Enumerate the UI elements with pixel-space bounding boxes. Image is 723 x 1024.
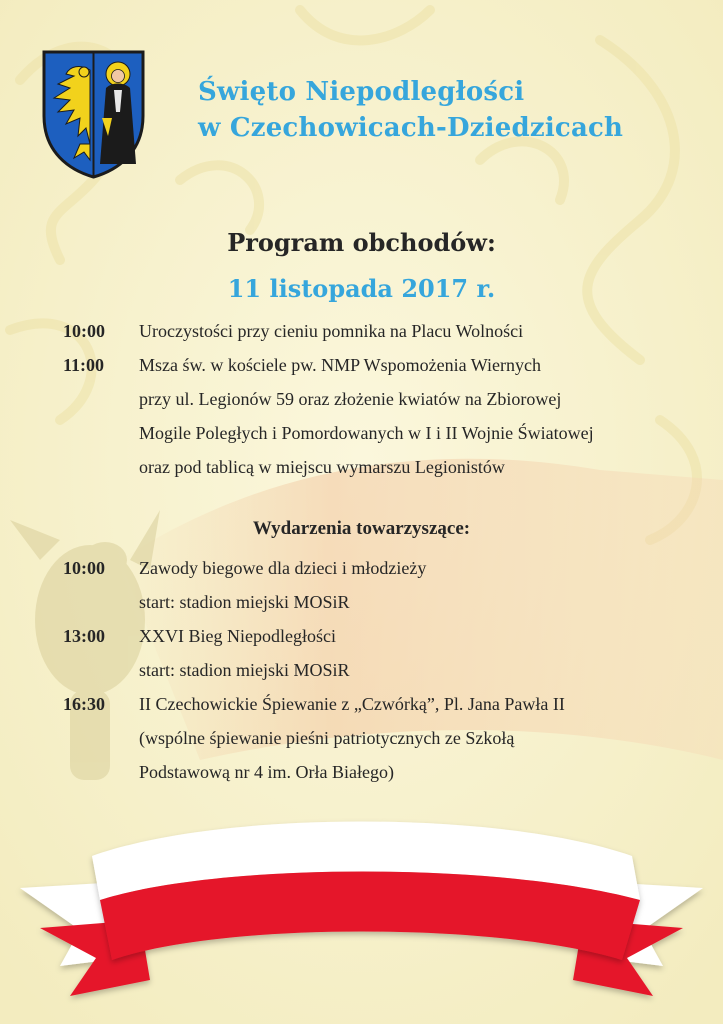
schedule-text: XXVI Bieg Niepodległości — [139, 626, 336, 646]
schedule-text: przy ul. Legionów 59 oraz złożenie kwiatów na Zbiorowej — [139, 389, 562, 409]
schedule-time: 13:00 — [63, 626, 105, 646]
schedule-row — [63, 619, 703, 687]
schedule-time: 10:00 — [63, 321, 105, 341]
title-line-2: w Czechowicach-Dziedzicach — [198, 113, 624, 143]
schedule-text: oraz pod tablicą w miejscu wymarszu Legionistów — [139, 457, 505, 477]
program-heading: Program obchodów: — [227, 228, 496, 257]
side-events-schedule — [63, 551, 703, 789]
schedule-row — [63, 314, 703, 348]
schedule-text: Mogile Poległych i Pomordowanych w I i II Wojnie Światowej — [139, 423, 594, 443]
program-date: 11 listopada 2017 r. — [227, 274, 496, 303]
schedule-row — [63, 687, 703, 789]
schedule-text: start: stadion miejski MOSiR — [139, 660, 350, 680]
schedule-text: Uroczystości przy cieniu pomnika na Placu Wolności — [139, 321, 524, 341]
schedule-row — [63, 348, 703, 484]
schedule-text: start: stadion miejski MOSiR — [139, 592, 350, 612]
schedule-text: Podstawową nr 4 im. Orła Białego) — [139, 762, 394, 782]
schedule-time: 16:30 — [63, 694, 105, 714]
schedule-text: Msza św. w kościele pw. NMP Wspomożenia Wiernych — [139, 355, 542, 375]
program-schedule — [63, 314, 703, 484]
page-title — [198, 74, 623, 146]
schedule-row — [63, 551, 703, 619]
coat-of-arms-icon — [40, 48, 147, 180]
schedule-text: (wspólne śpiewanie pieśni patriotycznych ze Szkołą — [139, 728, 515, 748]
title-line-1: Święto Niepodległości — [198, 77, 525, 107]
schedule-time: 11:00 — [63, 355, 105, 375]
side-events-heading: Wydarzenia towarzyszące: — [252, 518, 471, 539]
polish-flag-ribbon-icon — [0, 800, 723, 1024]
schedule-time: 10:00 — [63, 558, 105, 578]
schedule-text: Zawody biegowe dla dzieci i młodzieży — [139, 558, 427, 578]
schedule-text: II Czechowickie Śpiewanie z „Czwórką”, Pl. Jana Pawła II — [139, 694, 565, 714]
